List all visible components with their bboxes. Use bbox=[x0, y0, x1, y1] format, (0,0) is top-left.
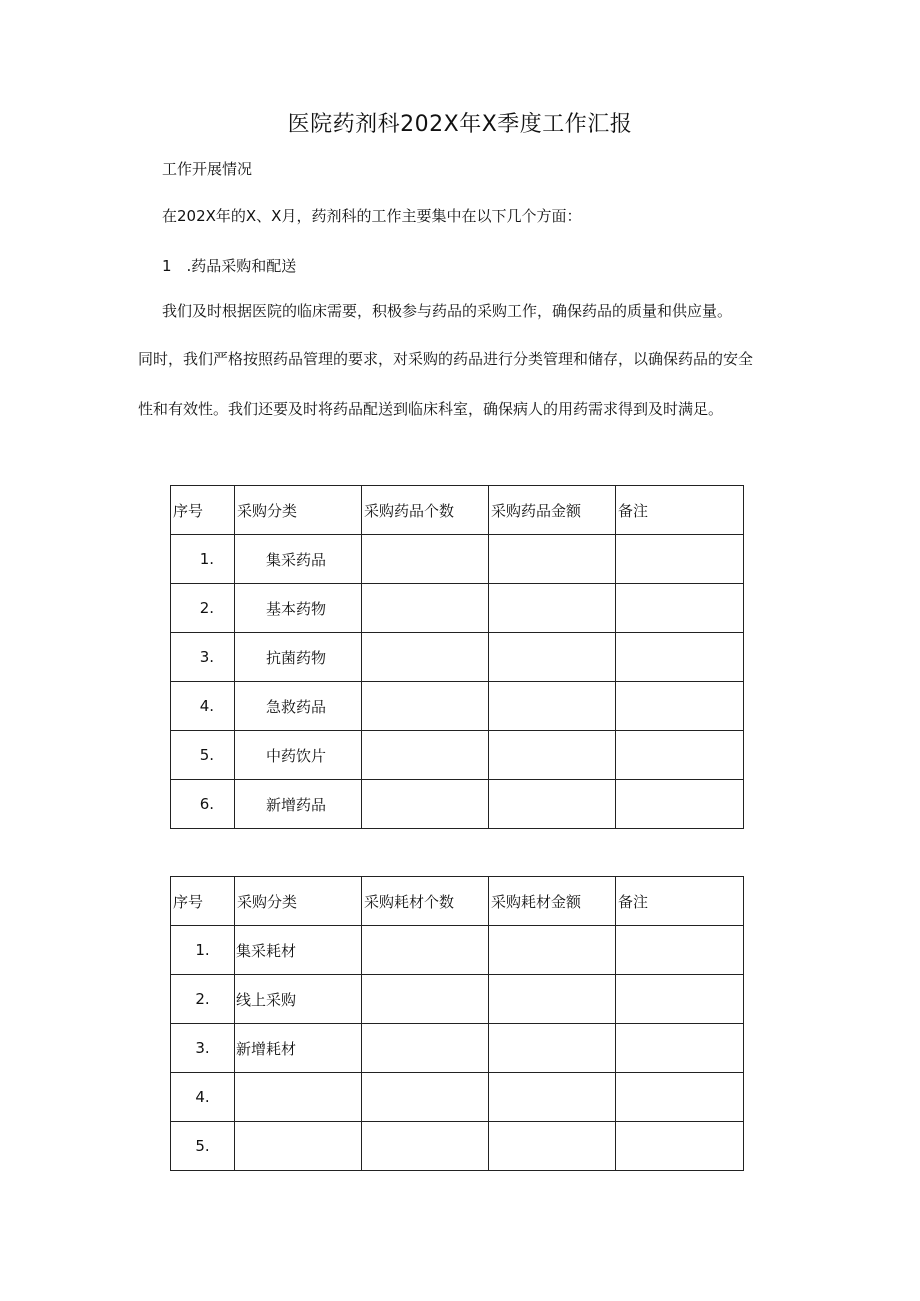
header-category: 采购分类 bbox=[235, 486, 362, 535]
table-header-row bbox=[171, 486, 744, 535]
row-amount bbox=[489, 926, 616, 975]
row-note bbox=[616, 926, 744, 975]
row-category: 中药饮片 bbox=[235, 731, 362, 780]
row-count bbox=[362, 1073, 489, 1122]
row-amount bbox=[489, 1122, 616, 1171]
row-note bbox=[616, 1122, 744, 1171]
row-amount bbox=[489, 731, 616, 780]
row-category: 集采耗材 bbox=[235, 926, 362, 975]
row-category: 抗菌药物 bbox=[235, 633, 362, 682]
row-amount bbox=[489, 633, 616, 682]
row-note bbox=[616, 682, 744, 731]
table-row bbox=[171, 584, 744, 633]
row-no: 1. bbox=[171, 535, 235, 584]
row-count bbox=[362, 1122, 489, 1171]
row-note bbox=[616, 1073, 744, 1122]
row-category bbox=[235, 1073, 362, 1122]
table-row bbox=[171, 731, 744, 780]
table-row bbox=[171, 633, 744, 682]
row-note bbox=[616, 975, 744, 1024]
row-no: 1. bbox=[171, 926, 235, 975]
row-category: 急救药品 bbox=[235, 682, 362, 731]
header-category: 采购分类 bbox=[235, 877, 362, 926]
row-note bbox=[616, 1024, 744, 1073]
row-count bbox=[362, 682, 489, 731]
row-no: 3. bbox=[171, 633, 235, 682]
row-amount bbox=[489, 1024, 616, 1073]
document-title: 医院药剂科202X年X季度工作汇报 bbox=[287, 112, 633, 137]
row-count bbox=[362, 535, 489, 584]
table-row bbox=[171, 682, 744, 731]
row-no: 2. bbox=[171, 584, 235, 633]
table-row bbox=[171, 1073, 744, 1122]
row-no: 4. bbox=[171, 1073, 235, 1122]
row-no: 6. bbox=[171, 780, 235, 829]
row-amount bbox=[489, 780, 616, 829]
table-row bbox=[171, 926, 744, 975]
table-header-row bbox=[171, 877, 744, 926]
table-row bbox=[171, 535, 744, 584]
header-consumable-count: 采购耗材个数 bbox=[362, 877, 489, 926]
header-drug-amount: 采购药品金额 bbox=[489, 486, 616, 535]
header-no: 序号 bbox=[171, 877, 235, 926]
row-note bbox=[616, 731, 744, 780]
intro-text: 在202X年的X、X月，药剂科的工作主要集中在以下几个方面： bbox=[162, 207, 582, 225]
row-amount bbox=[489, 584, 616, 633]
row-count bbox=[362, 731, 489, 780]
row-category: 新增耗材 bbox=[235, 1024, 362, 1073]
row-category bbox=[235, 1122, 362, 1171]
row-count bbox=[362, 584, 489, 633]
header-note: 备注 bbox=[616, 486, 744, 535]
drug-procurement-table bbox=[170, 485, 744, 829]
row-no: 2. bbox=[171, 975, 235, 1024]
row-note bbox=[616, 584, 744, 633]
header-consumable-amount: 采购耗材金额 bbox=[489, 877, 616, 926]
table-row bbox=[171, 1122, 744, 1171]
header-no: 序号 bbox=[171, 486, 235, 535]
row-note bbox=[616, 535, 744, 584]
row-no: 3. bbox=[171, 1024, 235, 1073]
row-category: 线上采购 bbox=[235, 975, 362, 1024]
paragraph-line-1: 我们及时根据医院的临床需要，积极参与药品的采购工作，确保药品的质量和供应量。 bbox=[162, 302, 733, 320]
consumables-procurement-table bbox=[170, 876, 744, 1171]
row-count bbox=[362, 926, 489, 975]
table-row bbox=[171, 975, 744, 1024]
header-note: 备注 bbox=[616, 877, 744, 926]
row-count bbox=[362, 633, 489, 682]
row-count bbox=[362, 780, 489, 829]
item-1-heading: 1 .药品采购和配送 bbox=[162, 257, 297, 275]
row-amount bbox=[489, 975, 616, 1024]
paragraph-line-3: 性和有效性。我们还要及时将药品配送到临床科室，确保病人的用药需求得到及时满足。 bbox=[138, 400, 724, 418]
table-row bbox=[171, 1024, 744, 1073]
row-count bbox=[362, 975, 489, 1024]
row-amount bbox=[489, 535, 616, 584]
row-no: 5. bbox=[171, 731, 235, 780]
row-category: 新增药品 bbox=[235, 780, 362, 829]
row-count bbox=[362, 1024, 489, 1073]
row-no: 5. bbox=[171, 1122, 235, 1171]
section-heading: 工作开展情况 bbox=[162, 160, 253, 178]
row-amount bbox=[489, 682, 616, 731]
header-drug-count: 采购药品个数 bbox=[362, 486, 489, 535]
row-no: 4. bbox=[171, 682, 235, 731]
row-note bbox=[616, 780, 744, 829]
paragraph-line-2: 同时，我们严格按照药品管理的要求，对采购的药品进行分类管理和储存，以确保药品的安全 bbox=[138, 350, 754, 368]
row-category: 集采药品 bbox=[235, 535, 362, 584]
row-category: 基本药物 bbox=[235, 584, 362, 633]
row-amount bbox=[489, 1073, 616, 1122]
table-row bbox=[171, 780, 744, 829]
row-note bbox=[616, 633, 744, 682]
